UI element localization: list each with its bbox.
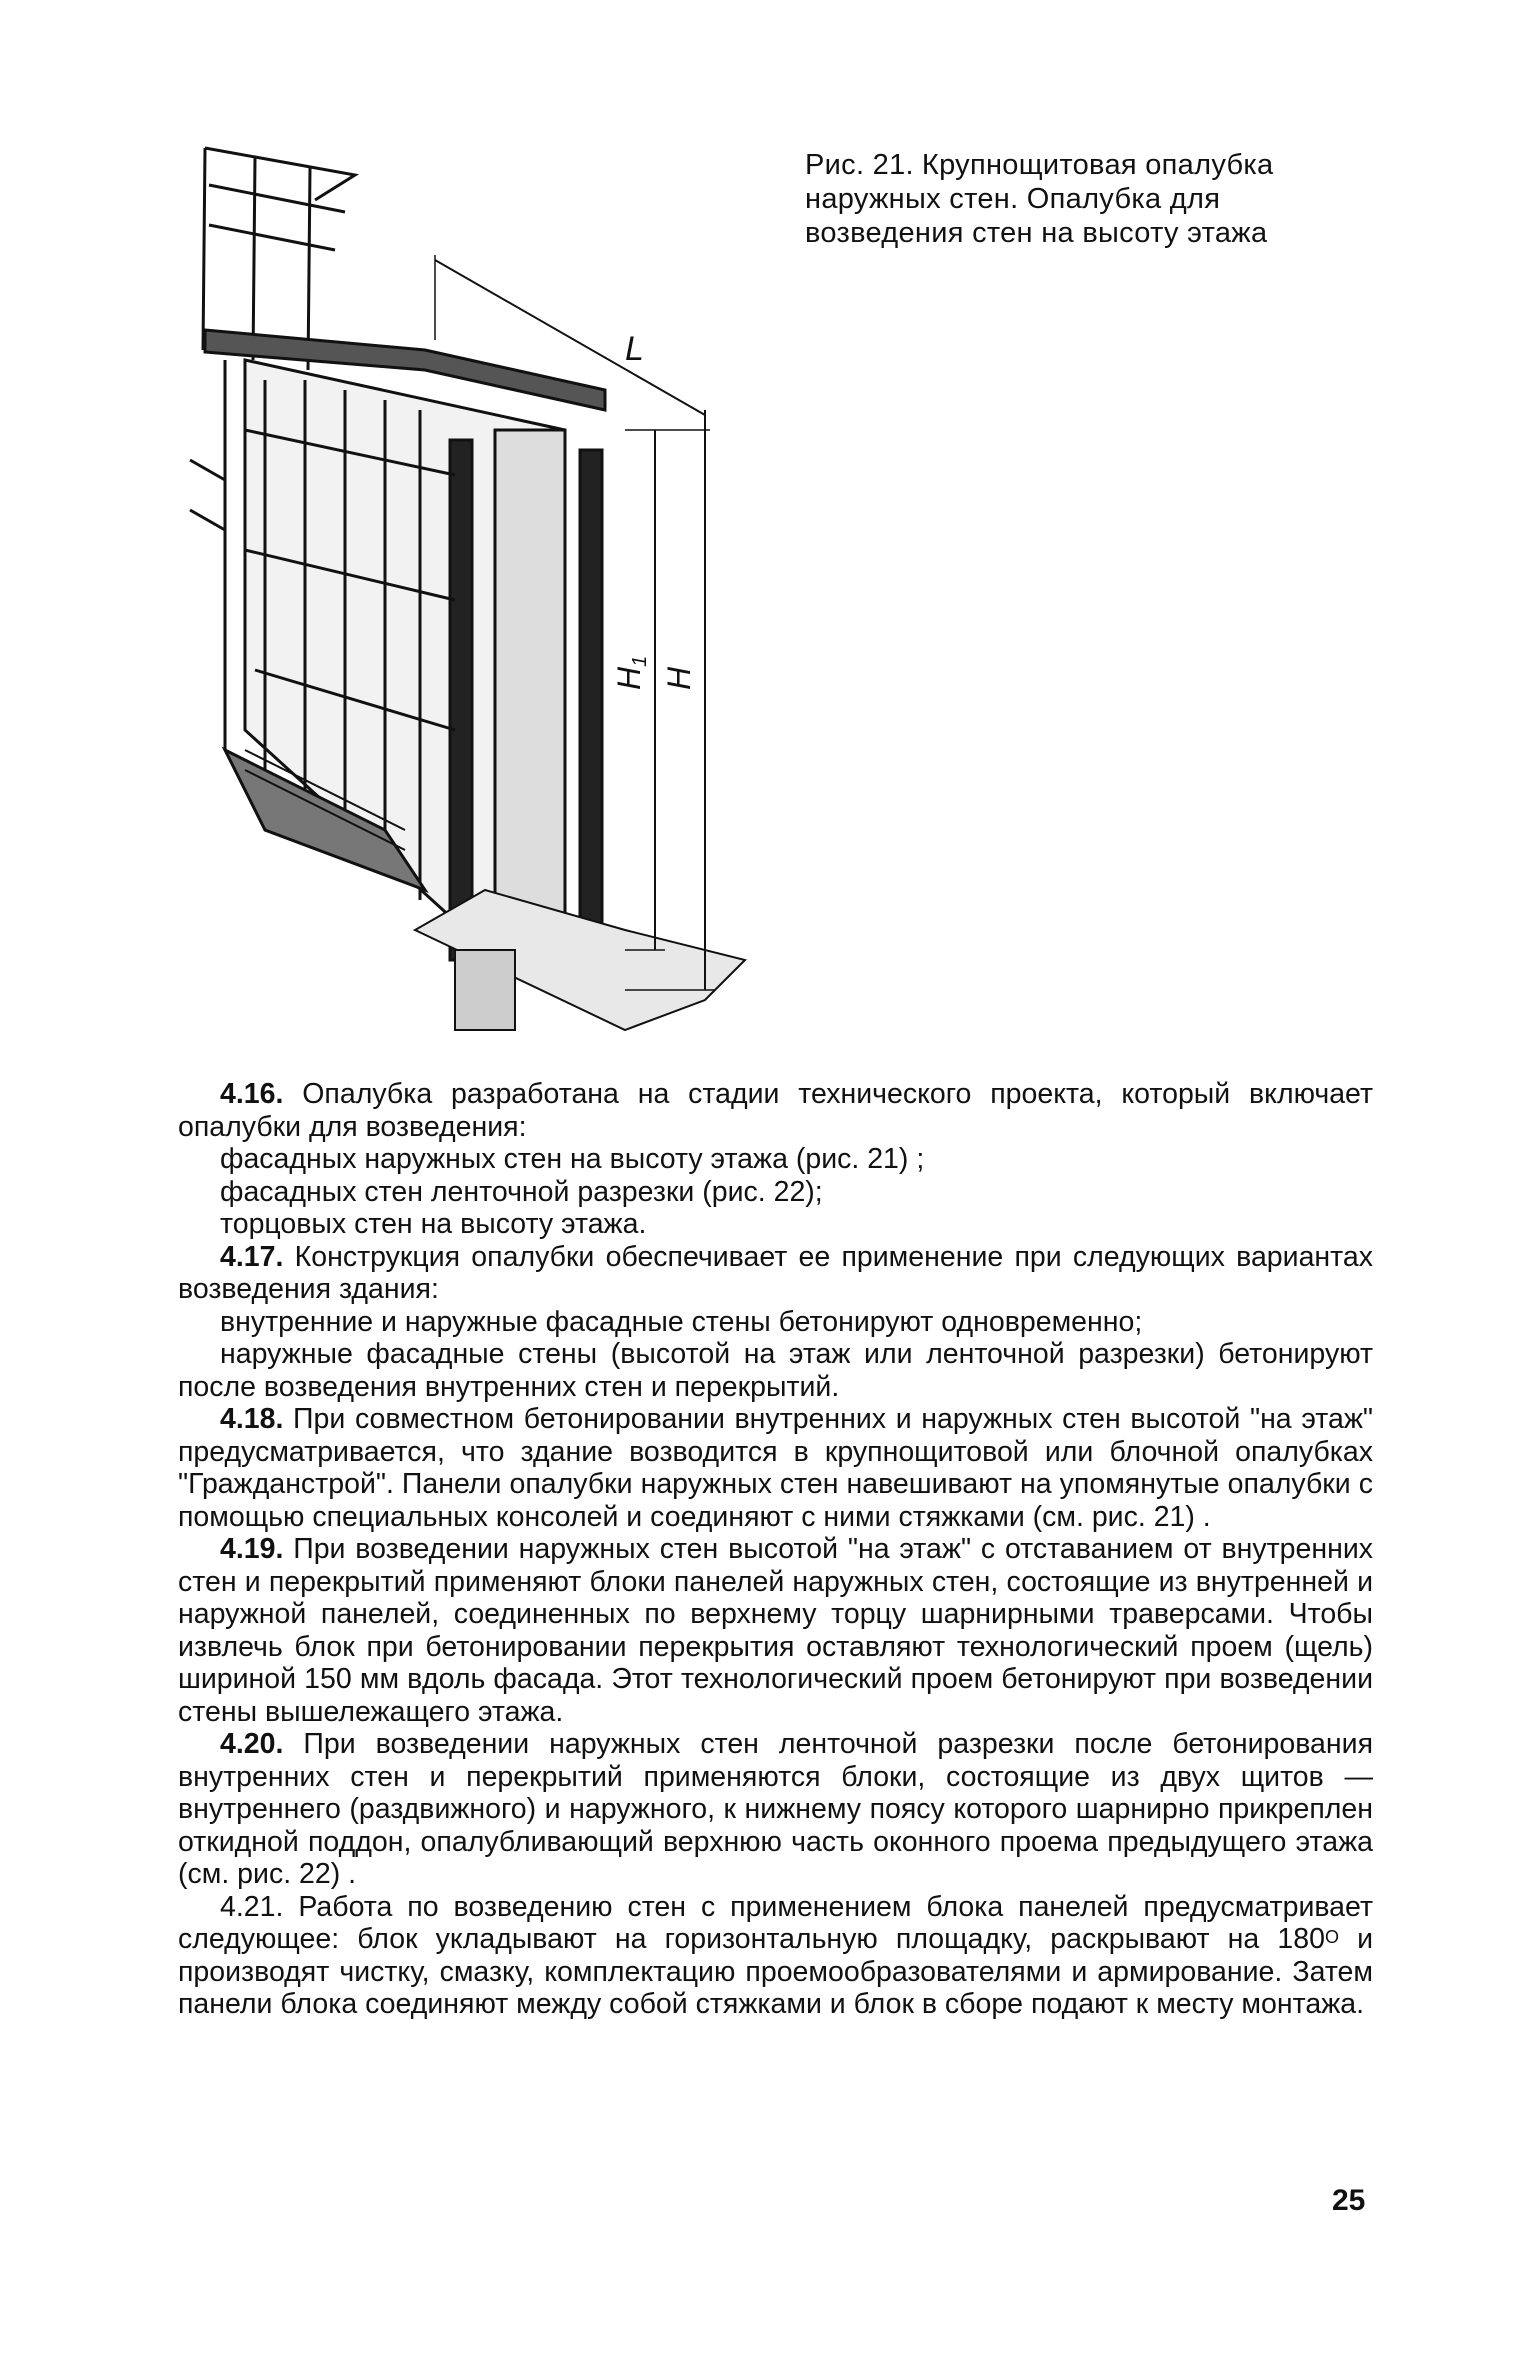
list-item: торцовых стен на высоту этажа. <box>220 1208 647 1240</box>
paragraph-4-21 <box>178 1891 1373 2021</box>
dim-label-H1: H <box>611 666 647 690</box>
list-item: внутренние и наружные фасадные стены бетонируют одновременно; <box>220 1305 1143 1338</box>
paragraph-text: Конструкция опалубки обеспечивает ее применение при следующих вариантах возведения здания: <box>178 1240 1373 1305</box>
dim-label-L: L <box>625 330 644 368</box>
section-number: 4.17. <box>220 1240 284 1273</box>
paragraph-text: При возведении наружных стен ленточной разрезки после бетонирования внутренних стен и перекрытий применяются блоки, состоящие из двух щитов — внутреннего (раздвижного) и наружного, к нижнему поясу которого шарнирно прикреплен откидной поддон, опалубливающий верхнюю часть оконного проема предыдущего этажа (см. рис. 22) . <box>178 1728 1373 1890</box>
section-number: 4.16. <box>220 1078 284 1110</box>
paragraph-text: Работа по возведению стен с применением блока панелей предусматривает следующее: блок укладывают на горизонтальную площадку, раскрывают на 180 <box>178 1890 1373 1955</box>
paragraph-text: и производят чистку, смазку, комплектацию проемообразователями и армирование. Затем панели блока соединяют между собой стяжками и блок в сборе подают к месту монтажа. <box>178 1923 1374 2020</box>
caption-label: Рис. 21. <box>805 149 914 181</box>
paragraph-4-16 <box>178 1078 1373 1143</box>
page-number: 25 <box>1332 2184 1366 2217</box>
dim-label-H: H <box>661 666 697 690</box>
svg-text:H1 <box>611 656 651 690</box>
figure-caption <box>805 148 1385 250</box>
list-item: фасадных стен ленточной разрезки (рис. 22); <box>220 1175 823 1208</box>
caption-text: Крупнощитовая опалубка наружных стен. Опалубка для возведения стен на высоту этажа <box>805 149 1274 249</box>
body-text <box>178 1078 1373 2021</box>
section-number: 4.20. <box>220 1728 284 1760</box>
list-item: фасадных наружных стен на высоту этажа (рис. 21) ; <box>220 1143 925 1175</box>
paragraph-4-17 <box>178 1241 1373 1306</box>
section-number: 4.19. <box>220 1533 284 1565</box>
degree-mark: О <box>1324 1927 1339 1947</box>
paragraph-4-20 <box>178 1728 1373 1891</box>
paragraph-4-18 <box>178 1403 1373 1533</box>
section-number: 4.18. <box>220 1403 284 1435</box>
paragraph-4-19 <box>178 1533 1373 1728</box>
formwork-illustration <box>185 130 805 1040</box>
list-item: наружные фасадные стены (высотой на этаж или ленточной разрезки) бетонируют после возведения внутренних стен и перекрытий. <box>178 1338 1373 1403</box>
paragraph-text: При возведении наружных стен высотой "на этаж" с отставанием от внутренних стен и перекрытий применяют блоки панелей наружных стен, состоящие из внутренней и наружной панелей, соединенных по верхнему торцу шарнирными траверсами. Чтобы извлечь блок при бетонировании перекрытия оставляют технологический проем (щель) шириной 150 мм вдоль фасада. Этот технологический проем бетонируют при возведении стены вышележащего этажа. <box>178 1533 1373 1728</box>
paragraph-text: Опалубка разработана на стадии технического проекта, который включает опалубки для возведения: <box>178 1078 1374 1143</box>
paragraph-text: При совместном бетонировании внутренних и наружных стен высотой "на этаж" предусматривается, что здание возводится в крупнощитовой или блочной опалубках "Гражданстрой". Панели опалубки наружных стен навешивают на упомянутые опалубки с помощью специальных консолей и соединяют с ними стяжками (см. рис. 21) . <box>178 1403 1373 1533</box>
section-number: 4.21. <box>220 1890 284 1923</box>
dim-label-H1-sub: 1 <box>629 655 651 667</box>
